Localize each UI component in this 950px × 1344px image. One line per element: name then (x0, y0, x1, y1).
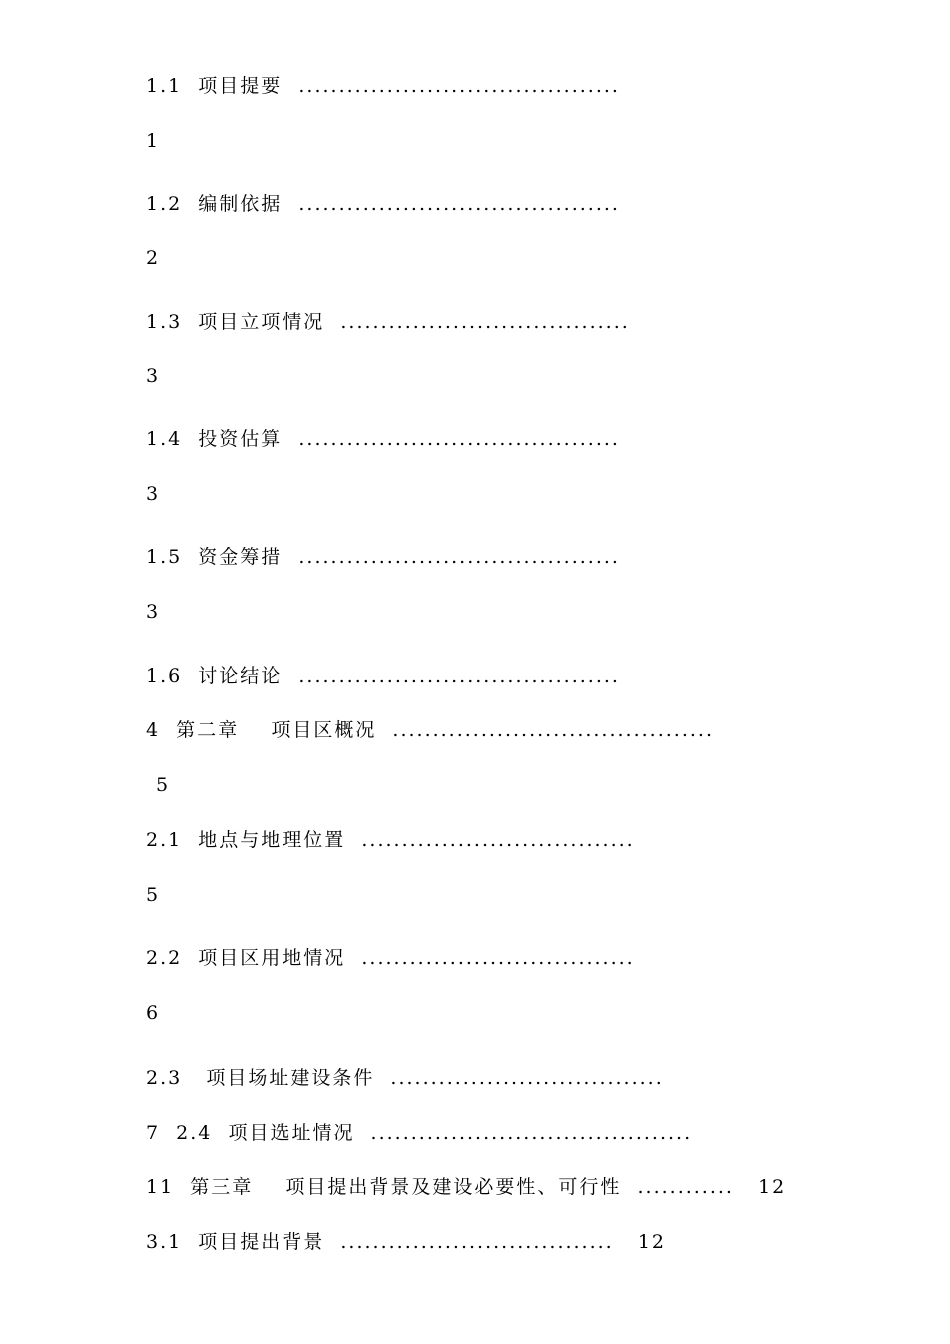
toc-line: 2.1 地点与地理位置 .................................. (146, 829, 635, 851)
toc-line: 2.2 项目区用地情况 .................................. (146, 947, 635, 969)
toc-chapter-line: 4 第二章 项目区概况 ........................................ (146, 719, 714, 741)
toc-page-number: 6 (146, 1002, 161, 1024)
toc-line: 3.1 项目提出背景 .................................. 12 (146, 1231, 667, 1253)
toc-line: 1.6 讨论结论 ........................................ (146, 665, 620, 687)
toc-page-number: 5 (146, 884, 161, 906)
toc-line: 7 2.4 项目选址情况 ........................................ (146, 1122, 693, 1144)
toc-line: 1.1 项目提要 ........................................ (146, 75, 620, 97)
toc-line: 1.5 资金筹措 ........................................ (146, 546, 620, 568)
toc-page-number: 3 (146, 601, 161, 623)
toc-line: 2.3 项目场址建设条件 .................................. (146, 1067, 664, 1089)
toc-page-number: 2 (146, 247, 161, 269)
toc-line: 1.3 项目立项情况 .................................... (146, 311, 630, 333)
toc-line: 1.2 编制依据 ........................................ (146, 193, 620, 215)
toc-page-number: 1 (146, 130, 161, 152)
toc-page-number: 3 (146, 483, 161, 505)
toc-page-number: 3 (146, 365, 161, 387)
toc-chapter-line: 11 第三章 项目提出背景及建设必要性、可行性 ............ 12 (146, 1176, 787, 1198)
toc-page-number: 5 (156, 774, 171, 796)
toc-line: 1.4 投资估算 ........................................ (146, 428, 620, 450)
